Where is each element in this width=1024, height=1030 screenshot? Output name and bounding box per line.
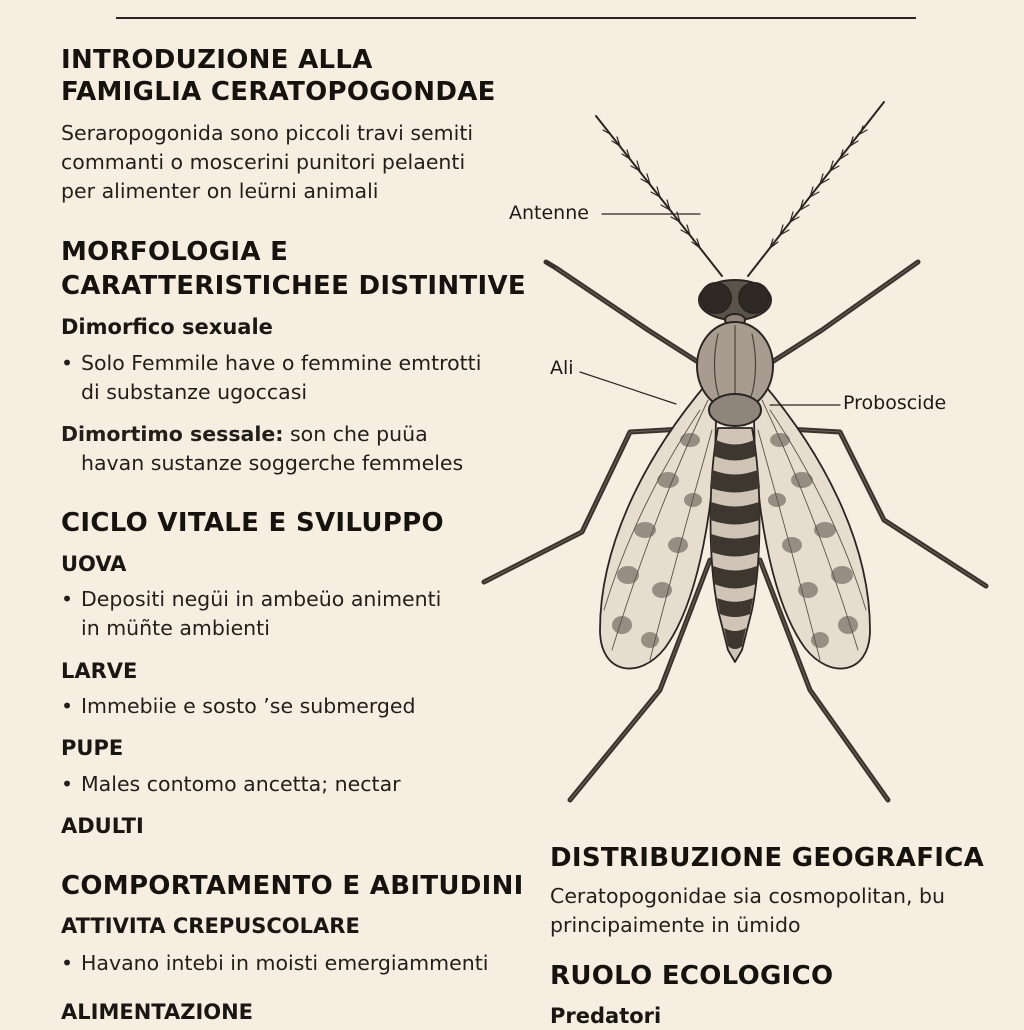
ciclo-pupe: PUPE xyxy=(61,736,124,760)
ciclo-larve: LARVE xyxy=(61,659,138,683)
label-ali: Ali xyxy=(550,357,574,379)
bullet-dot: • xyxy=(61,772,74,796)
ciclo-uova-line2: in müñte ambienti xyxy=(81,616,270,640)
abdomen xyxy=(710,428,760,662)
morfologia-sub2-rest: son che puüa xyxy=(283,422,428,446)
wing-right xyxy=(754,382,870,669)
ciclo-adulti: ADULTI xyxy=(61,814,144,838)
ciclo-pupe-line1: Males contomo ancetta; nectar xyxy=(81,772,401,796)
morfologia-title-line1: MORFOLOGIA E xyxy=(61,237,289,267)
ciclo-uova-cont xyxy=(61,614,270,643)
morfologia-bullet1-cont xyxy=(61,378,307,407)
distribuzione-title: DISTRIBUZIONE GEOGRAFICA xyxy=(550,843,985,873)
ciclo-uova-line1: Depositi negüi in ambeüo animenti xyxy=(81,587,442,611)
label-proboscide: Proboscide xyxy=(843,392,947,414)
morfologia-sub2-line2: havan sustanze soggerche femmeles xyxy=(81,451,464,475)
bullet-dot: • xyxy=(61,587,74,611)
ruolo-sub1: Predatori xyxy=(550,1004,662,1028)
ciclo-larve-bullet xyxy=(61,692,416,721)
morfologia-bullet1-line1: Solo Femmile have o femmine emtrotti xyxy=(81,351,482,375)
intro-text-line2: commanti o moscerini punitori pelaenti xyxy=(61,150,466,174)
distribuzione-line2: principaimente in ümido xyxy=(550,913,801,937)
distribuzione-line1: Ceratopogonidae sia cosmopolitan, bu xyxy=(550,884,946,908)
ciclo-larve-line1: Immebiie e sosto ’se submerged xyxy=(81,694,416,718)
bullet-dot: • xyxy=(61,351,74,375)
ciclo-title: CICLO VITALE E SVILUPPO xyxy=(61,508,444,538)
morfologia-bullet1-line2: di substanze ugoccasi xyxy=(81,380,308,404)
head xyxy=(699,280,771,326)
morfologia-bullet1 xyxy=(61,349,481,378)
antenna-right xyxy=(748,102,884,276)
ciclo-uova: UOVA xyxy=(61,552,127,576)
thorax xyxy=(697,322,773,426)
wing-left xyxy=(600,382,716,669)
comportamento-sub2: ALIMENTAZIONE xyxy=(61,1000,254,1024)
ciclo-pupe-bullet xyxy=(61,770,401,799)
intro-text-line3: per alimenter on leürni animali xyxy=(61,179,379,203)
ciclo-uova-bullet xyxy=(61,585,441,614)
comportamento-sub1: ATTIVITA CREPUSCOLARE xyxy=(61,914,360,938)
morfologia-title-line2: CARATTERISTICHEE DISTINTIVE xyxy=(61,271,526,301)
morfologia-sub2-bold: Dimortimo sessale: xyxy=(61,422,284,446)
morfologia-sub1: Dimorfico sexuale xyxy=(61,315,273,339)
bullet-dot: • xyxy=(61,951,74,975)
antenna-left xyxy=(596,116,722,276)
comportamento-bullet1: Havano intebi in moisti emergiammenti xyxy=(81,951,489,975)
comportamento-bullet xyxy=(61,949,488,978)
intro-text-line1: Seraropogonida sono piccoli travi semiti xyxy=(61,121,474,145)
ruolo-title: RUOLO ECOLOGICO xyxy=(550,961,834,991)
intro-title-line1: INTRODUZIONE ALLA xyxy=(61,45,373,75)
bullet-dot: • xyxy=(61,694,74,718)
ceratopogonid-illustration xyxy=(470,90,1024,810)
leader-ali xyxy=(580,372,676,404)
top-rule xyxy=(116,17,916,19)
label-antenne: Antenne xyxy=(509,202,589,224)
comportamento-title: COMPORTAMENTO E ABITUDINI xyxy=(61,871,524,901)
morfologia-sub2 xyxy=(61,420,428,449)
intro-title-line2: FAMIGLIA CERATOPOGONDAE xyxy=(61,77,496,107)
